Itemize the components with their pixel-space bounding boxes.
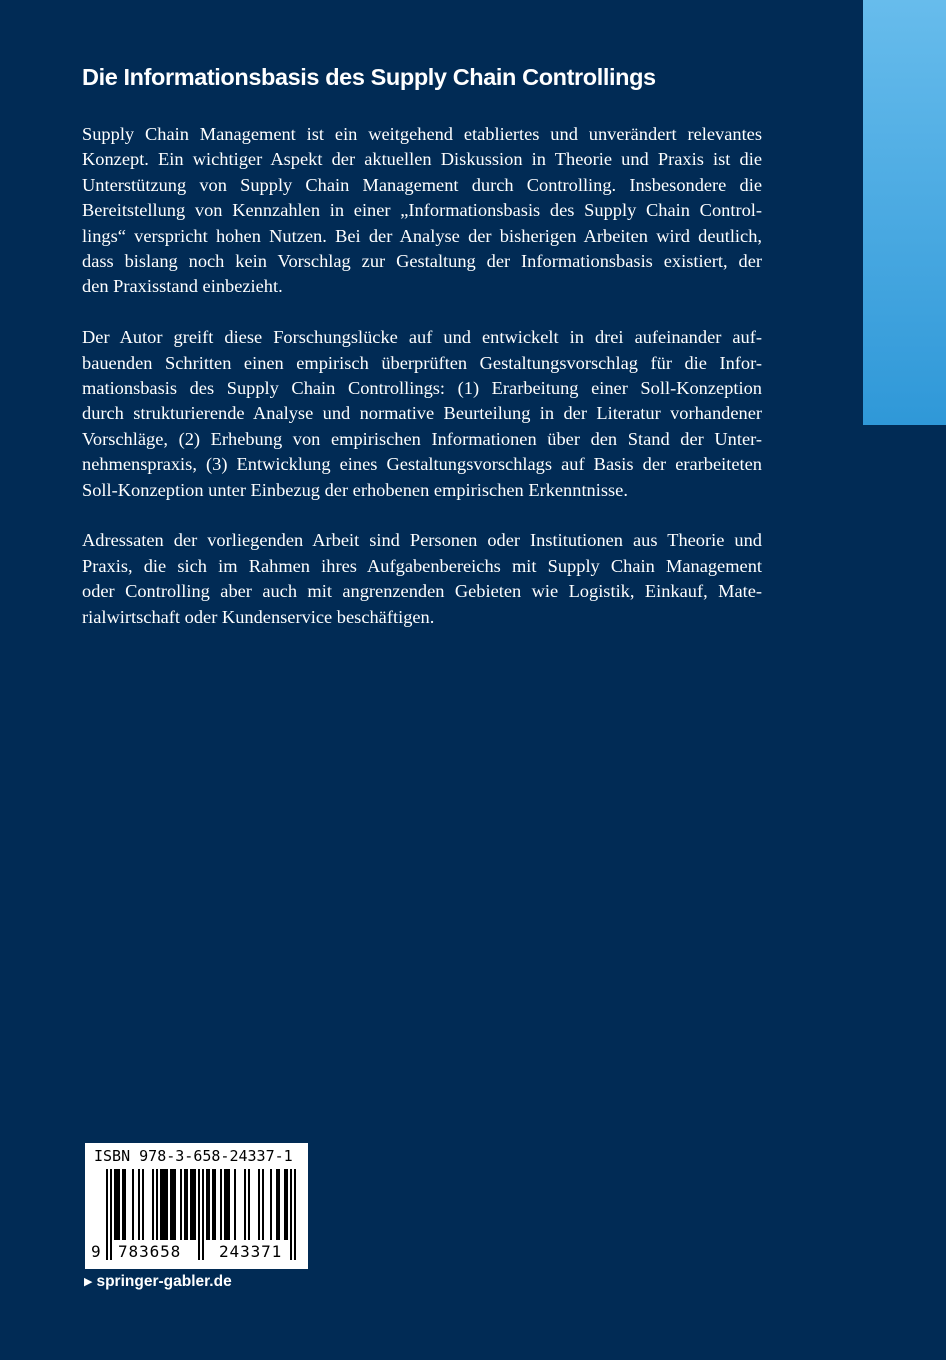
- barcode-bar: [184, 1169, 188, 1240]
- text-line: den Praxisstand einbezieht.: [82, 276, 283, 297]
- text-line: bauenden Schritten einen empirisch überprüften Gestaltungsvorschlag für die Infor-: [82, 352, 762, 373]
- publisher-url: springer-gabler.de: [96, 1273, 232, 1290]
- text-line: Supply Chain Management ist ein weitgehend etabliertes und unverändert relevantes: [82, 124, 762, 144]
- isbn-label: ISBN 978-3-658-24337-1: [94, 1147, 293, 1165]
- barcode-bar: [206, 1169, 210, 1240]
- text-line: Unterstützung von Supply Chain Management durch Controlling. Insbesondere die: [82, 174, 762, 195]
- blurb-paragraph: [82, 528, 762, 630]
- text-line: lings“ verspricht hohen Nutzen. Bei der Analyse der bisherigen Arbeiten wird deutlich,: [82, 225, 762, 246]
- barcode-bar: [180, 1169, 182, 1240]
- barcode-bar: [224, 1169, 230, 1240]
- publisher-link[interactable]: [84, 1273, 232, 1291]
- text-line: Vorschläge, (2) Erhebung von empirischen Informationen über den Stand der Unter-: [82, 428, 762, 449]
- text-line: nehmenspraxis, (3) Entwicklung eines Gestaltungsvorschlags auf Basis der erarbeiteten: [82, 454, 762, 475]
- barcode-bar: [202, 1169, 204, 1260]
- text-line: durch strukturierende Analyse und normative Beurteilung in der Literatur vorhandener: [82, 403, 762, 424]
- barcode-bar: [132, 1169, 134, 1240]
- barcode-bar: [156, 1169, 158, 1240]
- barcode-bar: [276, 1169, 280, 1240]
- barcode-bar: [262, 1169, 264, 1240]
- barcode-bar: [248, 1169, 250, 1240]
- barcode-bar: [110, 1169, 112, 1260]
- barcode-bar: [190, 1169, 196, 1240]
- barcode-bar: [114, 1169, 120, 1240]
- text-line: Soll-Konzeption unter Einbezug der erhobenen empirischen Erkenntnisse.: [82, 479, 628, 500]
- play-triangle-icon: ▶: [84, 1276, 93, 1288]
- barcode-bar: [198, 1169, 200, 1260]
- book-title: Die Informationsbasis des Supply Chain Controllings: [82, 64, 656, 90]
- barcode-bar: [270, 1169, 272, 1240]
- blurb-paragraph: [82, 122, 762, 300]
- blurb-text: [82, 122, 762, 655]
- text-line: dass bislang noch kein Vorschlag zur Gestaltung der Informationsbasis existiert, der: [82, 251, 762, 272]
- barcode-bar: [258, 1169, 260, 1240]
- text-line: Praxis, die sich im Rahmen ihres Aufgabenbereichs mit Supply Chain Management: [82, 555, 762, 576]
- ean-prefix-digit: 9: [91, 1242, 102, 1261]
- blurb-paragraph: [82, 325, 762, 503]
- text-line: oder Controlling aber auch mit angrenzenden Gebieten wie Logistik, Einkauf, Mate-: [82, 581, 762, 602]
- text-line: mationsbasis des Supply Chain Controllings: (1) Erarbeitung einer Soll-Konzeption: [82, 378, 762, 399]
- text-line: Bereitstellung von Kennzahlen in einer „Informationsbasis des Supply Chain Control-: [82, 200, 762, 221]
- barcode-bar: [170, 1169, 176, 1240]
- text-line: rialwirtschaft oder Kundenservice beschäftigen.: [82, 606, 435, 627]
- barcode-bar: [122, 1169, 126, 1240]
- ean-left-digits: 783658: [118, 1242, 182, 1261]
- barcode-bar: [138, 1169, 140, 1240]
- barcode-bar: [152, 1169, 154, 1240]
- barcode-bar: [290, 1169, 292, 1260]
- barcode-bar: [234, 1169, 236, 1240]
- barcode-bar: [212, 1169, 216, 1240]
- text-line: Der Autor greift diese Forschungslücke auf und entwickelt in drei aufeinander auf-: [82, 327, 762, 348]
- barcode-bar: [244, 1169, 246, 1240]
- ean-right-digits: 243371: [219, 1242, 283, 1261]
- text-line: Konzept. Ein wichtiger Aspekt der aktuellen Diskussion in Theorie und Praxis ist die: [82, 149, 762, 170]
- barcode-bar: [284, 1169, 288, 1240]
- barcode-bar: [160, 1169, 168, 1240]
- barcode-bar: [142, 1169, 144, 1240]
- accent-strip: [863, 0, 946, 425]
- barcode-bar: [220, 1169, 222, 1240]
- barcode-bar: [106, 1169, 108, 1260]
- barcode-bar: [294, 1169, 296, 1260]
- text-line: Adressaten der vorliegenden Arbeit sind Personen oder Institutionen aus Theorie und: [82, 530, 762, 551]
- isbn-barcode: [85, 1143, 308, 1269]
